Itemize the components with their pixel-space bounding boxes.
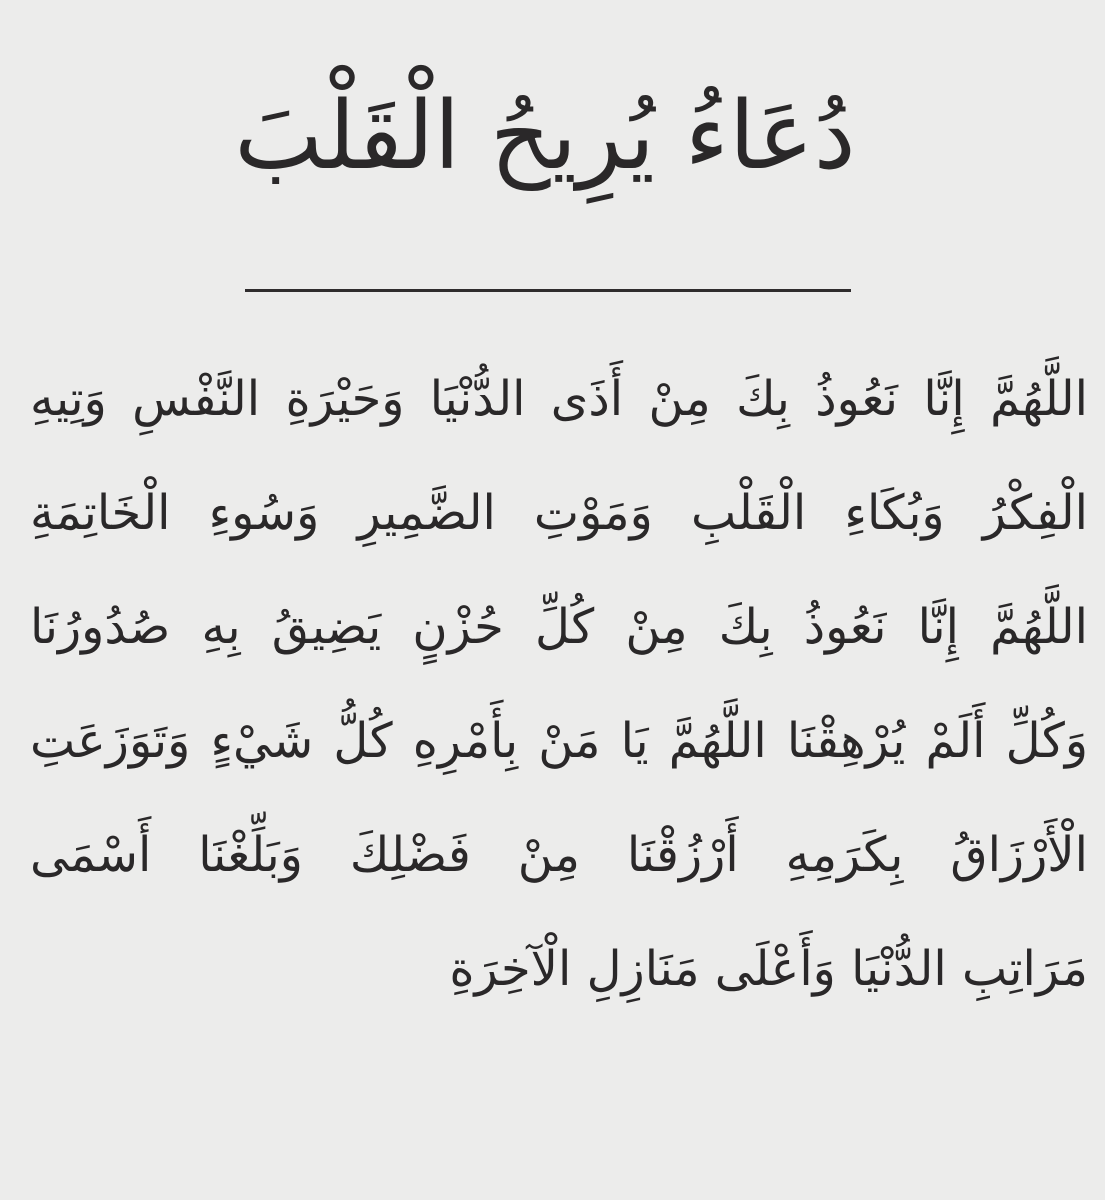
dua-line-5: الْأَرْزَاقُ بِكَرَمِهِ أَرْزُقْنَا مِنْ فَضْلِكَ وَبَلِّغْنَا أَسْمَى — [30, 827, 1088, 883]
dua-title: دُعَاءُ يُرِيحُ الْقَلْبَ — [234, 82, 856, 191]
dua-text — [30, 342, 1088, 1026]
dua-line-3: اللَّهُمَّ إِنَّا نَعُوذُ بِكَ مِنْ كُلِّ حُزْنٍ يَضِيقُ بِهِ صُدُورُنَا — [30, 599, 1088, 655]
dua-line-4: وَكُلِّ أَلَمْ يُرْهِقْنَا اللَّهُمَّ يَا مَنْ بِأَمْرِهِ كُلُّ شَيْءٍ وَتَوَزَعَتِ — [30, 713, 1088, 769]
dua-line-1: اللَّهُمَّ إِنَّا نَعُوذُ بِكَ مِنْ أَذَى الدُّنْيَا وَحَيْرَةِ النَّفْسِ وَتِيهِ — [30, 371, 1088, 427]
dua-line-6: مَرَاتِبِ الدُّنْيَا وَأَعْلَى مَنَازِلِ الْآخِرَةِ — [449, 941, 1088, 997]
title-underline — [245, 289, 851, 292]
dua-line-2: الْفِكْرُ وَبُكَاءِ الْقَلْبِ وَمَوْتِ الضَّمِيرِ وَسُوءِ الْخَاتِمَةِ — [30, 485, 1088, 541]
